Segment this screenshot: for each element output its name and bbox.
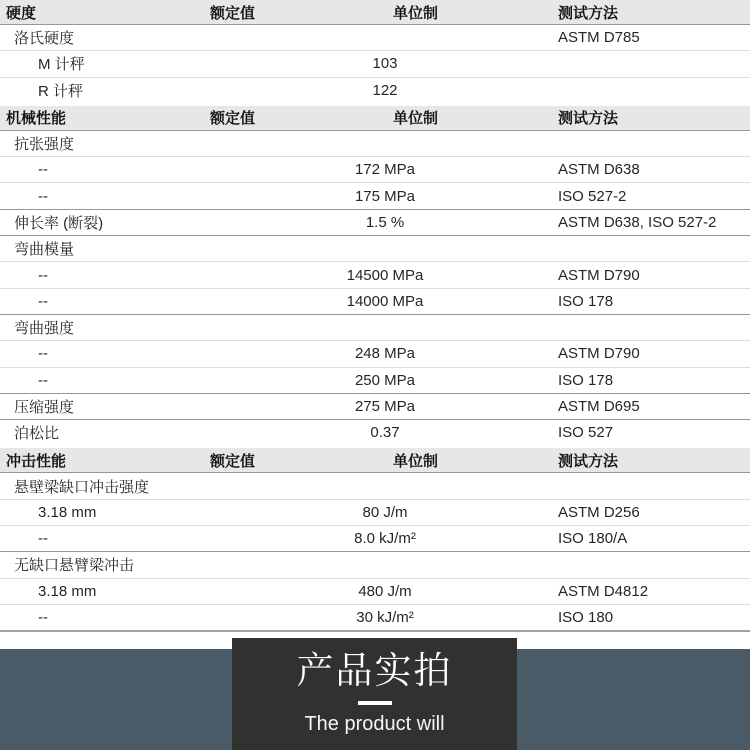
property-name-cell: -- <box>38 292 48 310</box>
property-name-cell: -- <box>38 161 48 179</box>
rated-value-cell: 175 MPa <box>354 187 416 205</box>
property-name-cell: -- <box>38 187 48 205</box>
column-header-test-method: 测试方法 <box>558 4 619 22</box>
section-title: 机械性能 <box>6 110 67 128</box>
property-name-cell: 弯曲强度 <box>14 320 75 338</box>
test-method-cell: ASTM D256 <box>558 503 640 521</box>
test-method-cell: ISO 180 <box>558 609 614 627</box>
test-method-cell: ASTM D638 <box>558 161 640 179</box>
test-method-cell: ISO 527-2 <box>558 187 627 205</box>
table-row <box>0 340 750 366</box>
table-row <box>0 209 750 235</box>
rated-value-cell: 480 J/m <box>358 582 412 600</box>
property-name-cell: 弯曲模量 <box>14 241 75 259</box>
table-row <box>0 288 750 314</box>
table-row <box>0 419 750 445</box>
rated-value-cell: 122 <box>372 81 398 99</box>
property-name-cell: 悬壁梁缺口冲击强度 <box>14 478 150 496</box>
rated-value-cell: 14000 MPa <box>346 292 424 310</box>
rated-value-cell: 8.0 kJ/m² <box>354 530 416 548</box>
test-method-cell: ASTM D638, ISO 527-2 <box>558 213 717 231</box>
property-name-cell: M 计秤 <box>38 56 85 74</box>
column-header-rated-value: 额定值 <box>210 110 256 128</box>
property-name-cell: 抗张强度 <box>14 136 75 154</box>
column-header-rated-value: 额定值 <box>210 4 256 22</box>
test-method-cell: ISO 527 <box>558 424 614 442</box>
banner-subtitle: The product will <box>304 712 445 735</box>
property-name-cell: 3.18 mm <box>38 503 97 521</box>
property-name-cell: 洛氏硬度 <box>14 30 75 48</box>
table-row <box>0 261 750 287</box>
section-title: 冲击性能 <box>6 452 67 470</box>
section-header <box>0 106 750 130</box>
table-row <box>0 499 750 525</box>
test-method-cell: ASTM D4812 <box>558 582 649 600</box>
rated-value-cell: 275 MPa <box>354 398 416 415</box>
column-header-unit-system: 单位制 <box>393 4 439 22</box>
test-method-cell: ASTM D785 <box>558 29 640 47</box>
table-row <box>0 551 750 577</box>
banner-divider <box>358 701 392 705</box>
rated-value-cell: 14500 MPa <box>346 266 424 284</box>
column-header-rated-value: 额定值 <box>210 452 256 470</box>
rated-value-cell: 250 MPa <box>354 371 416 389</box>
banner-title: 产品实拍 <box>296 650 453 691</box>
property-name-cell: -- <box>38 609 48 627</box>
property-name-cell: -- <box>38 371 48 389</box>
test-method-cell: ASTM D790 <box>558 266 640 284</box>
table-row <box>0 367 750 393</box>
column-header-test-method: 测试方法 <box>558 110 619 128</box>
property-name-cell: -- <box>38 530 48 548</box>
table-row <box>0 156 750 182</box>
column-header-unit-system: 单位制 <box>393 110 439 128</box>
test-method-cell: ISO 178 <box>558 292 614 310</box>
rated-value-cell: 80 J/m <box>362 503 408 521</box>
table-row <box>0 77 750 103</box>
table-row <box>0 235 750 261</box>
table-row <box>0 314 750 340</box>
rated-value-cell: 172 MPa <box>354 161 416 179</box>
table-row <box>0 393 750 419</box>
table-row <box>0 24 750 50</box>
rated-value-cell: 1.5 % <box>365 213 405 231</box>
rated-value-cell: 103 <box>372 55 398 73</box>
property-name-cell: 压缩强度 <box>14 399 75 416</box>
section-header <box>0 0 750 24</box>
property-name-cell: 伸长率 (断裂) <box>14 214 104 232</box>
table-row <box>0 525 750 551</box>
table-row <box>0 578 750 604</box>
table-row <box>0 472 750 498</box>
section-title: 硬度 <box>6 4 37 22</box>
table-row <box>0 182 750 208</box>
test-method-cell: ISO 180/A <box>558 530 628 548</box>
test-method-cell: ASTM D790 <box>558 345 640 363</box>
column-header-unit-system: 单位制 <box>393 452 439 470</box>
test-method-cell: ASTM D695 <box>558 398 640 415</box>
rated-value-cell: 0.37 <box>370 424 400 442</box>
property-name-cell: -- <box>38 345 48 363</box>
table-row <box>0 604 750 630</box>
property-name-cell: 泊松比 <box>14 425 60 443</box>
table-row <box>0 130 750 156</box>
rated-value-cell: 30 kJ/m² <box>356 609 414 627</box>
property-name-cell: R 计秤 <box>38 82 84 100</box>
column-header-test-method: 测试方法 <box>558 452 619 470</box>
property-name-cell: 无缺口悬臂梁冲击 <box>14 557 135 575</box>
product-photos-panel <box>232 638 517 750</box>
property-name-cell: -- <box>38 266 48 284</box>
test-method-cell: ISO 178 <box>558 371 614 389</box>
section-header <box>0 448 750 472</box>
property-name-cell: 3.18 mm <box>38 582 97 600</box>
table-row <box>0 50 750 76</box>
rated-value-cell: 248 MPa <box>354 345 416 363</box>
